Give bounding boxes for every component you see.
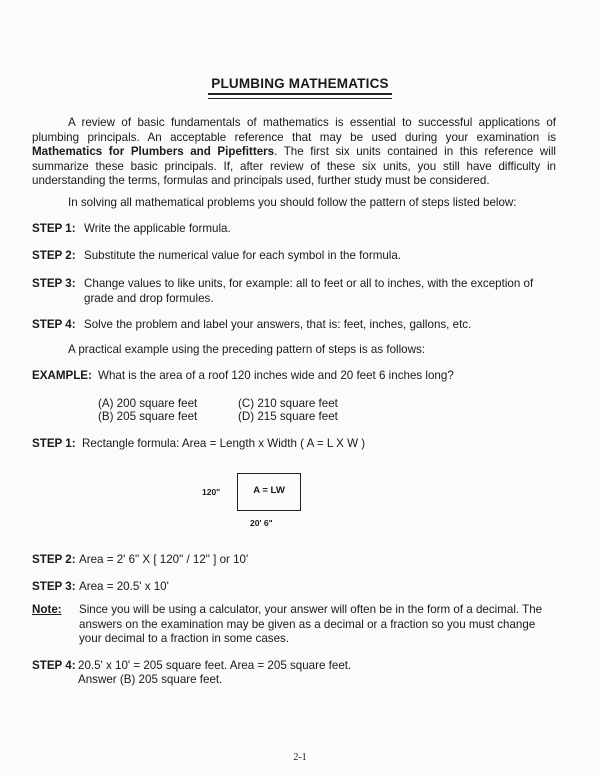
example-question: What is the area of a roof 120 inches wide and 20 feet 6 inches long? [98, 369, 454, 382]
step-1-label: STEP 1: [32, 222, 76, 235]
step-1-row [32, 222, 562, 237]
solution-step-3-text: Area = 20.5' x 10' [79, 580, 169, 593]
step-4-text: Solve the problem and label your answers, that is: feet, inches, gallons, etc. [84, 318, 472, 331]
option-a: (A) 200 square feet [98, 397, 198, 410]
option-b: (B) 205 square feet [98, 410, 198, 423]
option-c: (C) 210 square feet [238, 397, 338, 410]
step-4-label: STEP 4: [32, 318, 76, 331]
solution-step-3-row [32, 580, 562, 595]
page-title [0, 76, 600, 95]
page-number: 2-1 [293, 752, 307, 763]
note-text: Since you will be using a calculator, your answer will often be in the form of a decimal. The answers on the examination may be given as a decimal or a fraction so you must change your decimal to a fraction in some cases. [79, 603, 543, 646]
step-3-label: STEP 3: [32, 277, 76, 290]
example-label: EXAMPLE: [32, 369, 92, 382]
solution-step-1-text: Rectangle formula: Area = Length x Width ( A = L X W ) [82, 437, 366, 450]
diagram-height-label: 120" [202, 487, 221, 497]
step-1-text: Write the applicable formula. [84, 222, 231, 235]
step-2-text: Substitute the numerical value for each symbol in the formula. [84, 249, 402, 262]
diagram-width-label: 20' 6" [250, 518, 273, 528]
rectangle-diagram [237, 473, 301, 511]
title-text: PLUMBING MATHEMATICS [208, 76, 391, 95]
solution-step-3-label: STEP 3: [32, 580, 76, 593]
solution-step-2-label: STEP 2: [32, 553, 76, 566]
step-4-row [32, 318, 562, 333]
reference-title: Mathematics for Plumbers and Pipefitters [32, 145, 275, 159]
intro-text-2: . The first six units contained in this reference will summarize these basic principals. If, after review of these six units, you still have difficulty in understanding the terms, formulas and principals used, further study must be considered. [32, 145, 556, 188]
solution-step-4-line-1: 20.5' x 10' = 205 square feet. Area = 205 square feet. [78, 659, 352, 672]
solution-step-2-text: Area = 2' 6" X [ 120" / 12" ] or 10' [79, 553, 249, 566]
example-intro: A practical example using the preceding pattern of steps is as follows: [68, 343, 426, 356]
example-row [32, 369, 562, 384]
note-label: Note: [32, 603, 62, 616]
step-2-row [32, 249, 562, 264]
solution-step-1-label: STEP 1: [32, 437, 76, 450]
option-d: (D) 215 square feet [238, 410, 338, 423]
solution-step-1-row [32, 437, 562, 452]
solution-step-4-label: STEP 4: [32, 659, 76, 672]
intro-paragraph [32, 116, 556, 189]
solution-step-4-answer: Answer (B) 205 square feet. [78, 673, 223, 686]
step-3-text: Change values to like units, for example: all to feet or all to inches, with the exception of grade and drop formules. [84, 277, 534, 305]
diagram-formula: A = LW [253, 485, 285, 496]
solution-step-4-row [32, 659, 562, 689]
note-row [32, 603, 562, 647]
solution-step-2-row [32, 553, 562, 568]
step-2-label: STEP 2: [32, 249, 76, 262]
step-3-row [32, 277, 562, 307]
intro-text-1: A review of basic fundamentals of mathematics is essential to successful applications of plumbing principals. An acceptable reference that may be used during your examination is [32, 116, 556, 144]
pattern-intro: In solving all mathematical problems you should follow the pattern of steps listed below: [68, 196, 517, 209]
